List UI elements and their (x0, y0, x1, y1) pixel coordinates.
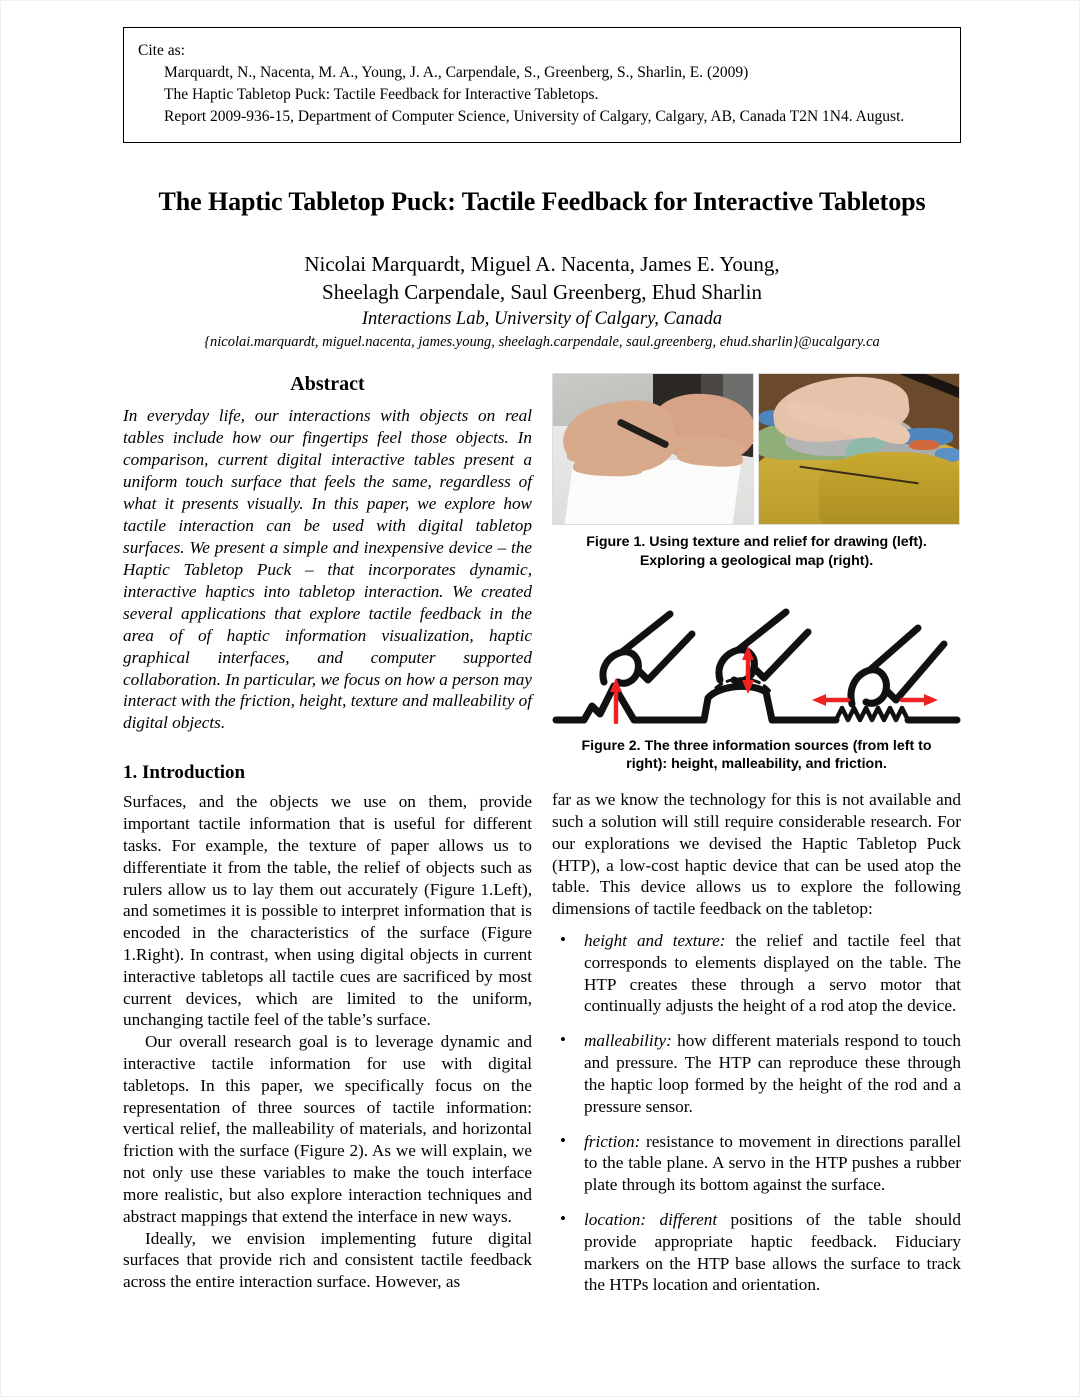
figure-1-caption-line-2: Exploring a geological map (right). (639, 552, 874, 569)
list-item (552, 1030, 961, 1117)
citation-line-authors: Marquardt, N., Nacenta, M. A., Young, J. A., Carpendale, S., Greenberg, S., Sharlin, E. (2009) (164, 64, 749, 81)
two-column-body (123, 373, 961, 1309)
page-title: The Haptic Tabletop Puck: Tactile Feedback for Interactive Tabletops (158, 187, 926, 216)
figure-1-images (552, 373, 961, 525)
list-item (552, 1209, 961, 1296)
right-paragraph-1: far as we know the technology for this is not available and such a solution will still require considerable research. For our explorations we devised the Haptic Tabletop Puck (HTP), a low-cost haptic device that can be used atop the table. This device allows us to explore the following dimensions of tactile feedback on the tabletop: (552, 790, 961, 919)
figure-1 (552, 373, 961, 569)
introduction-section (123, 762, 532, 1293)
citation-line-report: Report 2009-936-15, Department of Computer Science, University of Calgary, Calgary, AB, Canada T2N 1N4. August. (164, 108, 905, 125)
figure-2-diagram (552, 594, 961, 729)
author-line-2: Sheelagh Carpendale, Saul Greenberg, Ehud Sharlin (322, 279, 762, 304)
figure-2-caption-line-2: right): height, malleability, and friction. (626, 755, 887, 772)
figure-2 (552, 594, 961, 773)
introduction-heading: 1. Introduction (123, 762, 246, 784)
intro-paragraph-1: Surfaces, and the objects we use on them, provide important tactile information that is useful for different tasks. For example, the texture of paper allows us to differentiate it from the table, the relief of objects such as rulers allow us to lay them out accurately (Figure 1.Left), and sometimes it is possible to interpret information that is encoded in the characteristics of the surface (Figure 1.Right). In contrast, when using digital objects in current interactive tabletops all tactile cues are sacrificed by most current devices, which are limited to the uniform, unchanging tactile feel of the table’s surface. (123, 792, 532, 1030)
citation-label: Cite as: (138, 42, 185, 59)
list-item (552, 930, 961, 1017)
author-line-1: Nicolai Marquardt, Miguel A. Nacenta, James E. Young, (304, 252, 780, 276)
citation-line-title: The Haptic Tabletop Puck: Tactile Feedback for Interactive Tabletops. (164, 86, 599, 103)
figure-1-left-photo (552, 373, 754, 525)
list-item (552, 1131, 961, 1196)
bullet-text: resistance to movement in directions parallel to the table plane. A servo in the HTP pushes a rubber plate through its bottom against the surface. (584, 1131, 961, 1195)
figure-1-caption-line-1: Figure 1. Using texture and relief for drawing (left). (586, 534, 927, 551)
figure-1-caption (552, 533, 961, 569)
bullet-lead: malleability: (584, 1031, 672, 1051)
figure-2-caption (552, 737, 961, 773)
bullet-lead: height and texture: (584, 931, 726, 950)
intro-paragraph-2: Our overall research goal is to leverage dynamic and interactive tactile information for use with digital tabletops. In this paper, we specifically focus on the representation of three sources of tactile information: vertical relief, the malleability of materials, and horizontal friction with the surface (Figure 2). As we will explain, we not only use these variables to make the touch interface more realistic, but also explore interaction techniques and abstract mappings that extend the interface in new ways. (123, 1032, 532, 1226)
intro-paragraph-3: Ideally, we envision implementing future digital surfaces that provide rich and consistent tactile feedback across the entire interaction surface. However, as (123, 1228, 532, 1292)
bullet-text: positions of the table should provide appropriate haptic feedback. Fiduciary markers on the HTP base allows the surface to track the HTPs location and orientation. (584, 1209, 961, 1295)
author-list (123, 251, 961, 306)
bullet-lead: friction: (584, 1131, 641, 1151)
abstract-text: In everyday life, our interactions with objects on real tables include how our fingertips feel those objects. In comparison, current digital interactive tables present a uniform touch surface that feels the same, regardless of what it presents visually. In this paper, we explore how tactile interaction can be used with digital tabletop surfaces. We present a simple and inexpensive device – the Haptic Tabletop Puck – that incorporates dynamic, interactive haptics into tabletop interaction. We created several applications that explore tactile feedback in the area of of haptic information visualization, haptic graphical interfaces, and computer supported collaboration. In particular, we focus on how a person may interact with the friction, height, texture and malleability of digital objects. (123, 406, 532, 733)
left-column (123, 373, 532, 1293)
citation-box (123, 27, 961, 143)
right-column (552, 373, 961, 1309)
page-content (123, 27, 961, 1309)
tactile-feedback-bullet-list (552, 930, 961, 1296)
figure-2-caption-line-1: Figure 2. The three information sources (from left to (581, 737, 932, 754)
affiliation: Interactions Lab, University of Calgary, Canada (361, 309, 723, 330)
bullet-lead: location: different (584, 1209, 718, 1229)
figure-1-right-photo (758, 373, 960, 525)
bullet-text: how different materials respond to touch and pressure. The HTP can reproduce these through the haptic loop formed by the height of the rod and a pressure sensor. (584, 1031, 961, 1116)
abstract-heading: Abstract (290, 373, 365, 396)
author-emails: {nicolai.marquardt, miguel.nacenta, james.young, sheelagh.carpendale, saul.greenberg, ehud.sharlin}@ucalgary.ca (204, 334, 880, 351)
bullet-text: the relief and tactile feel that corresponds to elements displayed on the table. The HTP creates these through a servo motor that continually adjusts the height of a rod atop the device. (584, 931, 961, 1016)
